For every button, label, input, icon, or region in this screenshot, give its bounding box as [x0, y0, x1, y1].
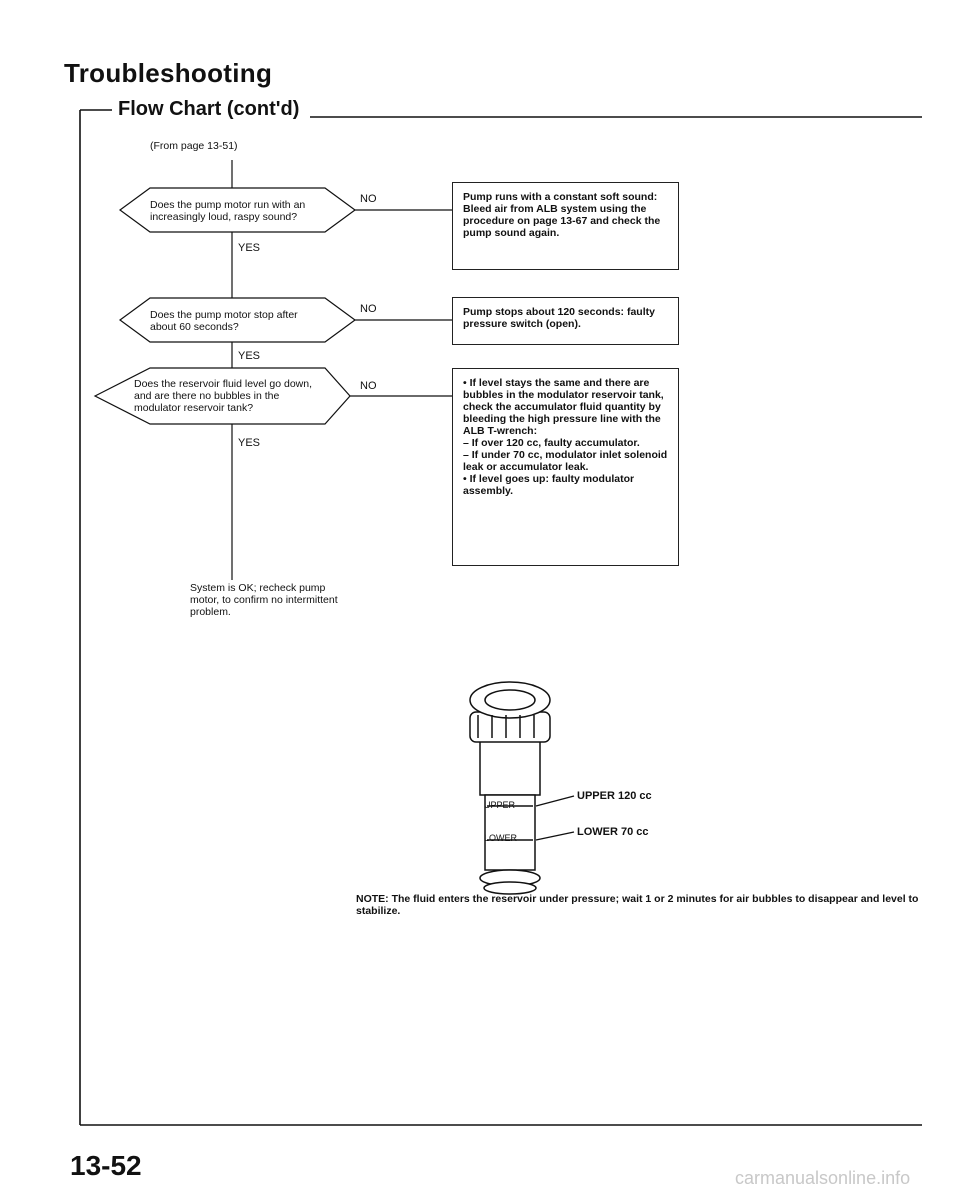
question-2-no-label: NO [360, 303, 377, 315]
result-box-1: Pump runs with a constant soft sound: Bleed air from ALB system using the procedure on page 13-67 and check the pump sound again. [452, 182, 679, 270]
section-subtitle: Flow Chart (cont'd) [118, 98, 300, 120]
reservoir-upper-body [480, 740, 540, 795]
question-2-text: Does the pump motor stop after about 60 seconds? [150, 309, 298, 333]
question-1-no-label: NO [360, 193, 377, 205]
question-3-no-label: NO [360, 380, 377, 392]
question-3-yes-label: YES [238, 437, 261, 449]
result-3-list [463, 377, 668, 497]
upper-pointer-line [536, 796, 574, 806]
lower-pointer-line [536, 832, 574, 840]
watermark-text: carmanualsonline.info [735, 1168, 911, 1188]
upper-mark-text: UPPER [484, 800, 516, 810]
result-3-item: • If level stays the same and there are bubbles in the modulator reservoir tank, check the accumulator fluid quantity by bleeding the high pressure line with the ALB T-wrench: [463, 377, 664, 437]
note-text: NOTE: The fluid enters the reservoir under pressure; wait 1 or 2 minutes for air bubbles to disappear and level to stabilize. [356, 893, 919, 917]
result-3-item: – If over 120 cc, faulty accumulator. [463, 437, 640, 449]
question-3-text: Does the reservoir fluid level go down, and are there no bubbles in the modulator reservoir tank? [134, 378, 313, 414]
lower-mark-text: LOWER [484, 833, 518, 843]
end-result-text: System is OK; recheck pump motor, to confirm no intermittent problem. [190, 582, 338, 618]
page-number: 13-52 [70, 1150, 142, 1181]
question-2-yes-label: YES [238, 350, 261, 362]
lower-level-label: LOWER 70 cc [577, 826, 649, 838]
from-page-reference: (From page 13-51) [150, 140, 238, 152]
reservoir-illustration [470, 682, 550, 894]
result-3-item: • If level goes up: faulty modulator assembly. [463, 473, 635, 497]
reservoir-cap-inner [485, 690, 535, 710]
question-1-yes-label: YES [238, 242, 261, 254]
upper-level-label: UPPER 120 cc [577, 790, 652, 802]
question-1-text: Does the pump motor run with an increasingly loud, raspy sound? [150, 199, 306, 223]
page-title: Troubleshooting [64, 58, 273, 88]
result-box-2: Pump stops about 120 seconds: faulty pressure switch (open). [452, 297, 679, 345]
result-box-3 [452, 368, 679, 566]
result-3-item: – If under 70 cc, modulator inlet solenoid leak or accumulator leak. [463, 449, 668, 473]
